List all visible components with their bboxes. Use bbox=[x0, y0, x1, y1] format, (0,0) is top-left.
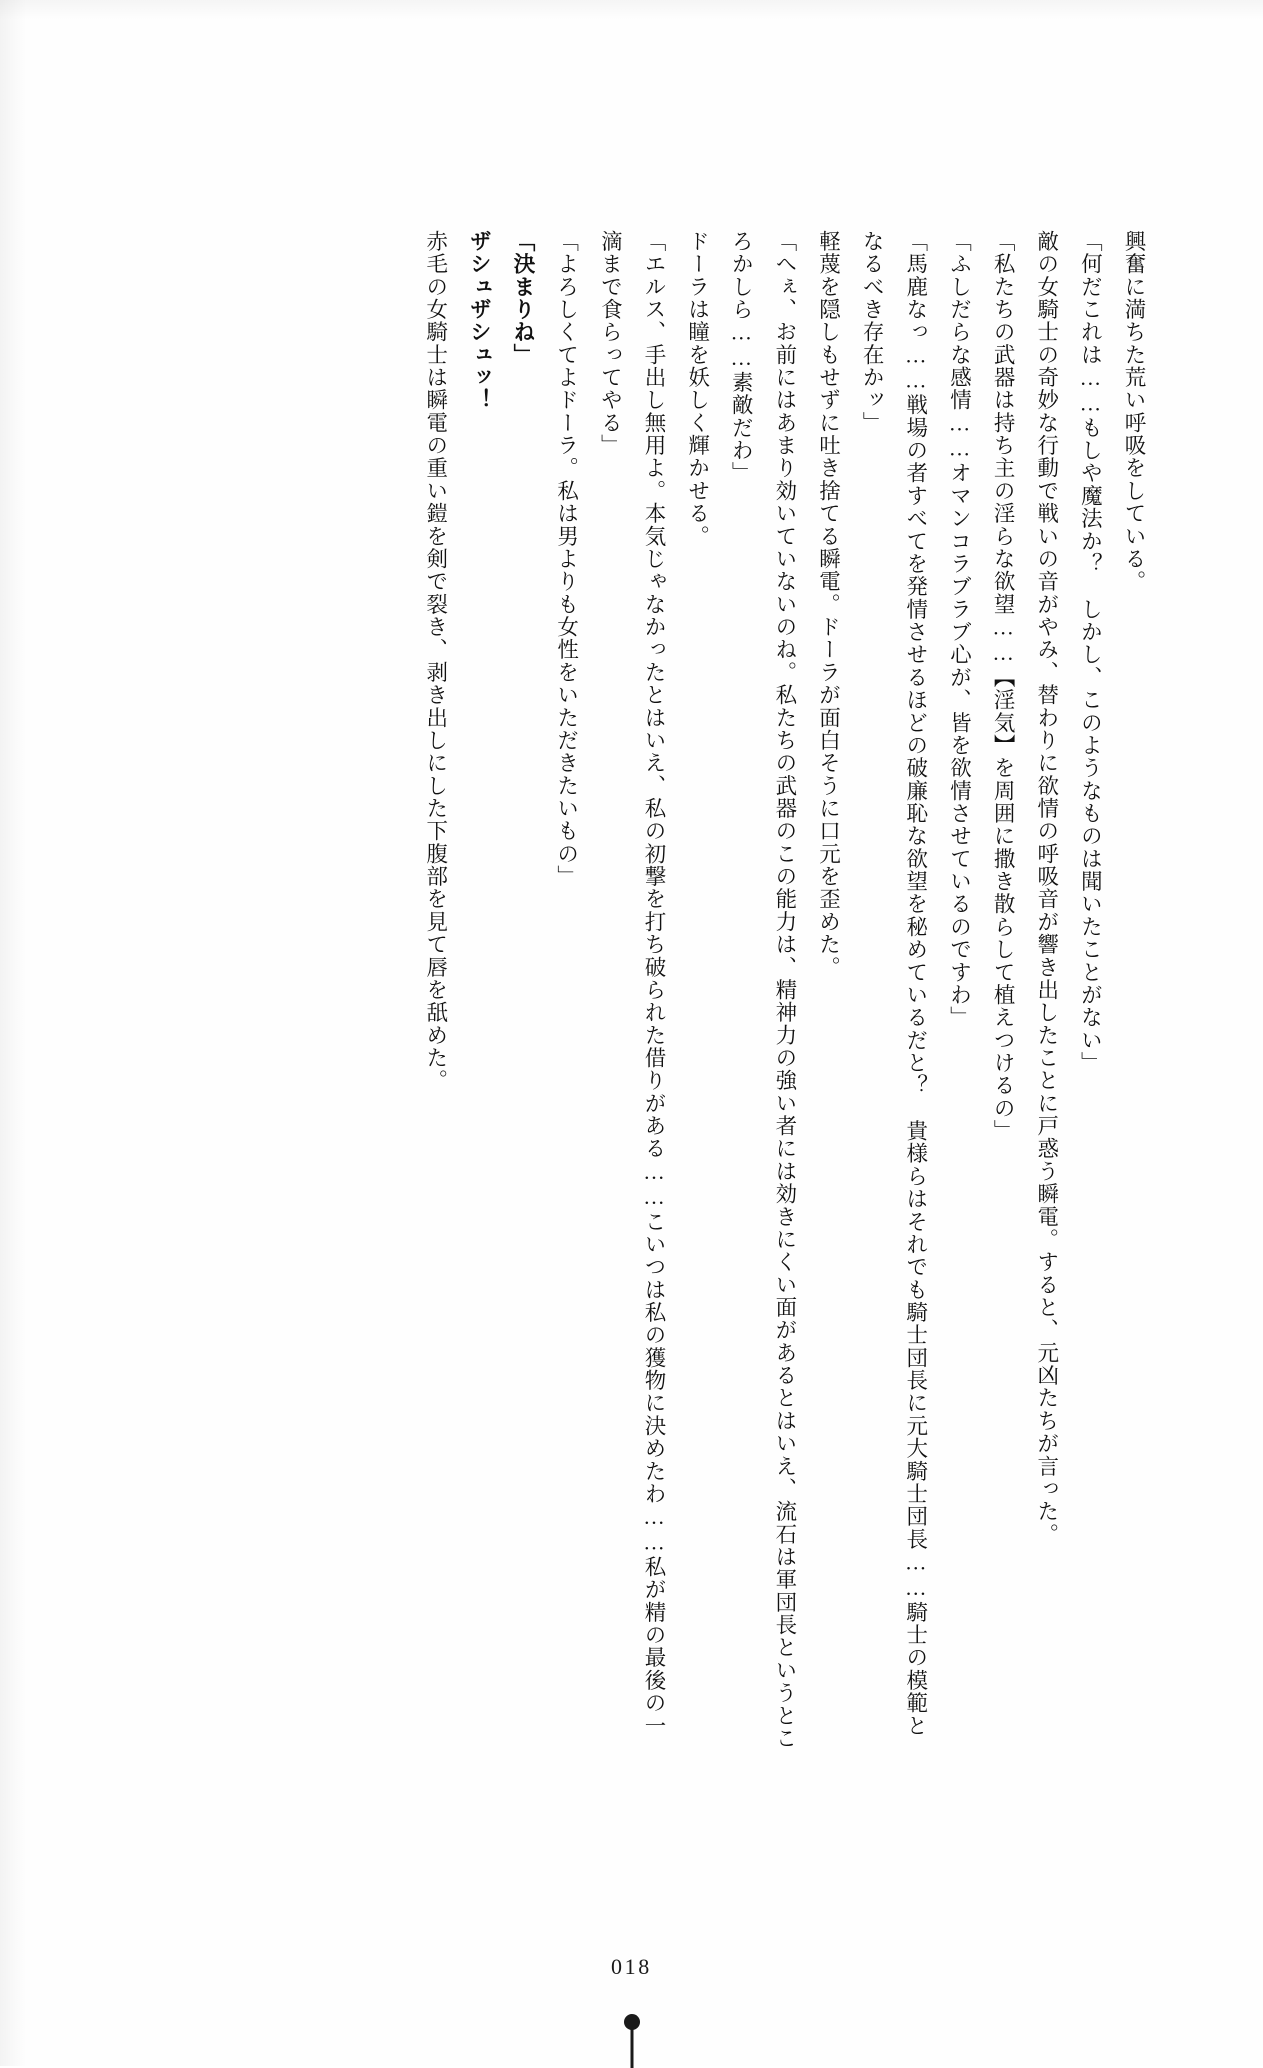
page-marker-stem bbox=[630, 2028, 633, 2068]
page-left-shading bbox=[0, 0, 26, 2066]
vertical-text-body bbox=[108, 230, 1155, 1750]
page-marker bbox=[612, 2006, 652, 2066]
page-top-shading bbox=[0, 0, 1263, 20]
paragraph: 「馬鹿なっ……戦場の者すべてを発情させるほどの破廉恥な欲望を秘めているだと？ 貴様らはそれでも騎士団長に元大騎士団長……騎士の模範となるべき存在かッ」 bbox=[860, 230, 928, 1738]
paragraph: ドーラは瞳を妖しく輝かせる。 bbox=[685, 230, 710, 548]
paragraph: 赤毛の女騎士は瞬電の重い鎧を剣で裂き、剥き出しにした下腹部を見て唇を舐めた。 bbox=[423, 230, 448, 1092]
paragraph: 敵の女騎士の奇妙な行動で戦いの音がやみ、替わりに欲情の呼吸音が響き出したことに戸惑う瞬電。すると、元凶たちが言った。 bbox=[1034, 230, 1059, 1546]
paragraph-sfx: ザシュザシュッ！ bbox=[467, 230, 492, 412]
paragraph: 「よろしくてよドーラ。私は男よりも女性をいただきたいもの」 bbox=[554, 230, 579, 888]
paragraph: 「エルス、手出し無用よ。本気じゃなかったとはいえ、私の初撃を打ち破られた借りがある……こいつは私の獲物に決めたわ……私が精の最後の一滴まで食らってやる」 bbox=[598, 230, 666, 1738]
paragraph: 興奮に満ちた荒い呼吸をしている。 bbox=[1122, 230, 1146, 593]
paragraph-emphasized: 「決まりね」 bbox=[511, 230, 536, 367]
paragraph: 「へぇ、お前にはあまり効いていないのね。私たちの武器のこの能力は、精神力の強い者には効きにくい面があるとはいえ、流石は軍団長というところかしら……素敵だわ」 bbox=[729, 230, 797, 1750]
paragraph: 「ふしだらな感情……オマンコラブラブ心が、皆を欲情させているのですわ」 bbox=[947, 230, 972, 1029]
paragraph: 「何だこれは……もしや魔法か？ しかし、このようなものは聞いたことがない」 bbox=[1078, 230, 1103, 1075]
paragraph: 「私たちの武器は持ち主の淫らな欲望……【淫気】を周囲に撒き散らして植えつけるの」 bbox=[991, 230, 1016, 1143]
page-number: 018 bbox=[611, 1954, 652, 1979]
paragraph: 軽蔑を隠しもせずに吐き捨てる瞬電。ドーラが面白そうに口元を歪めた。 bbox=[816, 230, 841, 979]
